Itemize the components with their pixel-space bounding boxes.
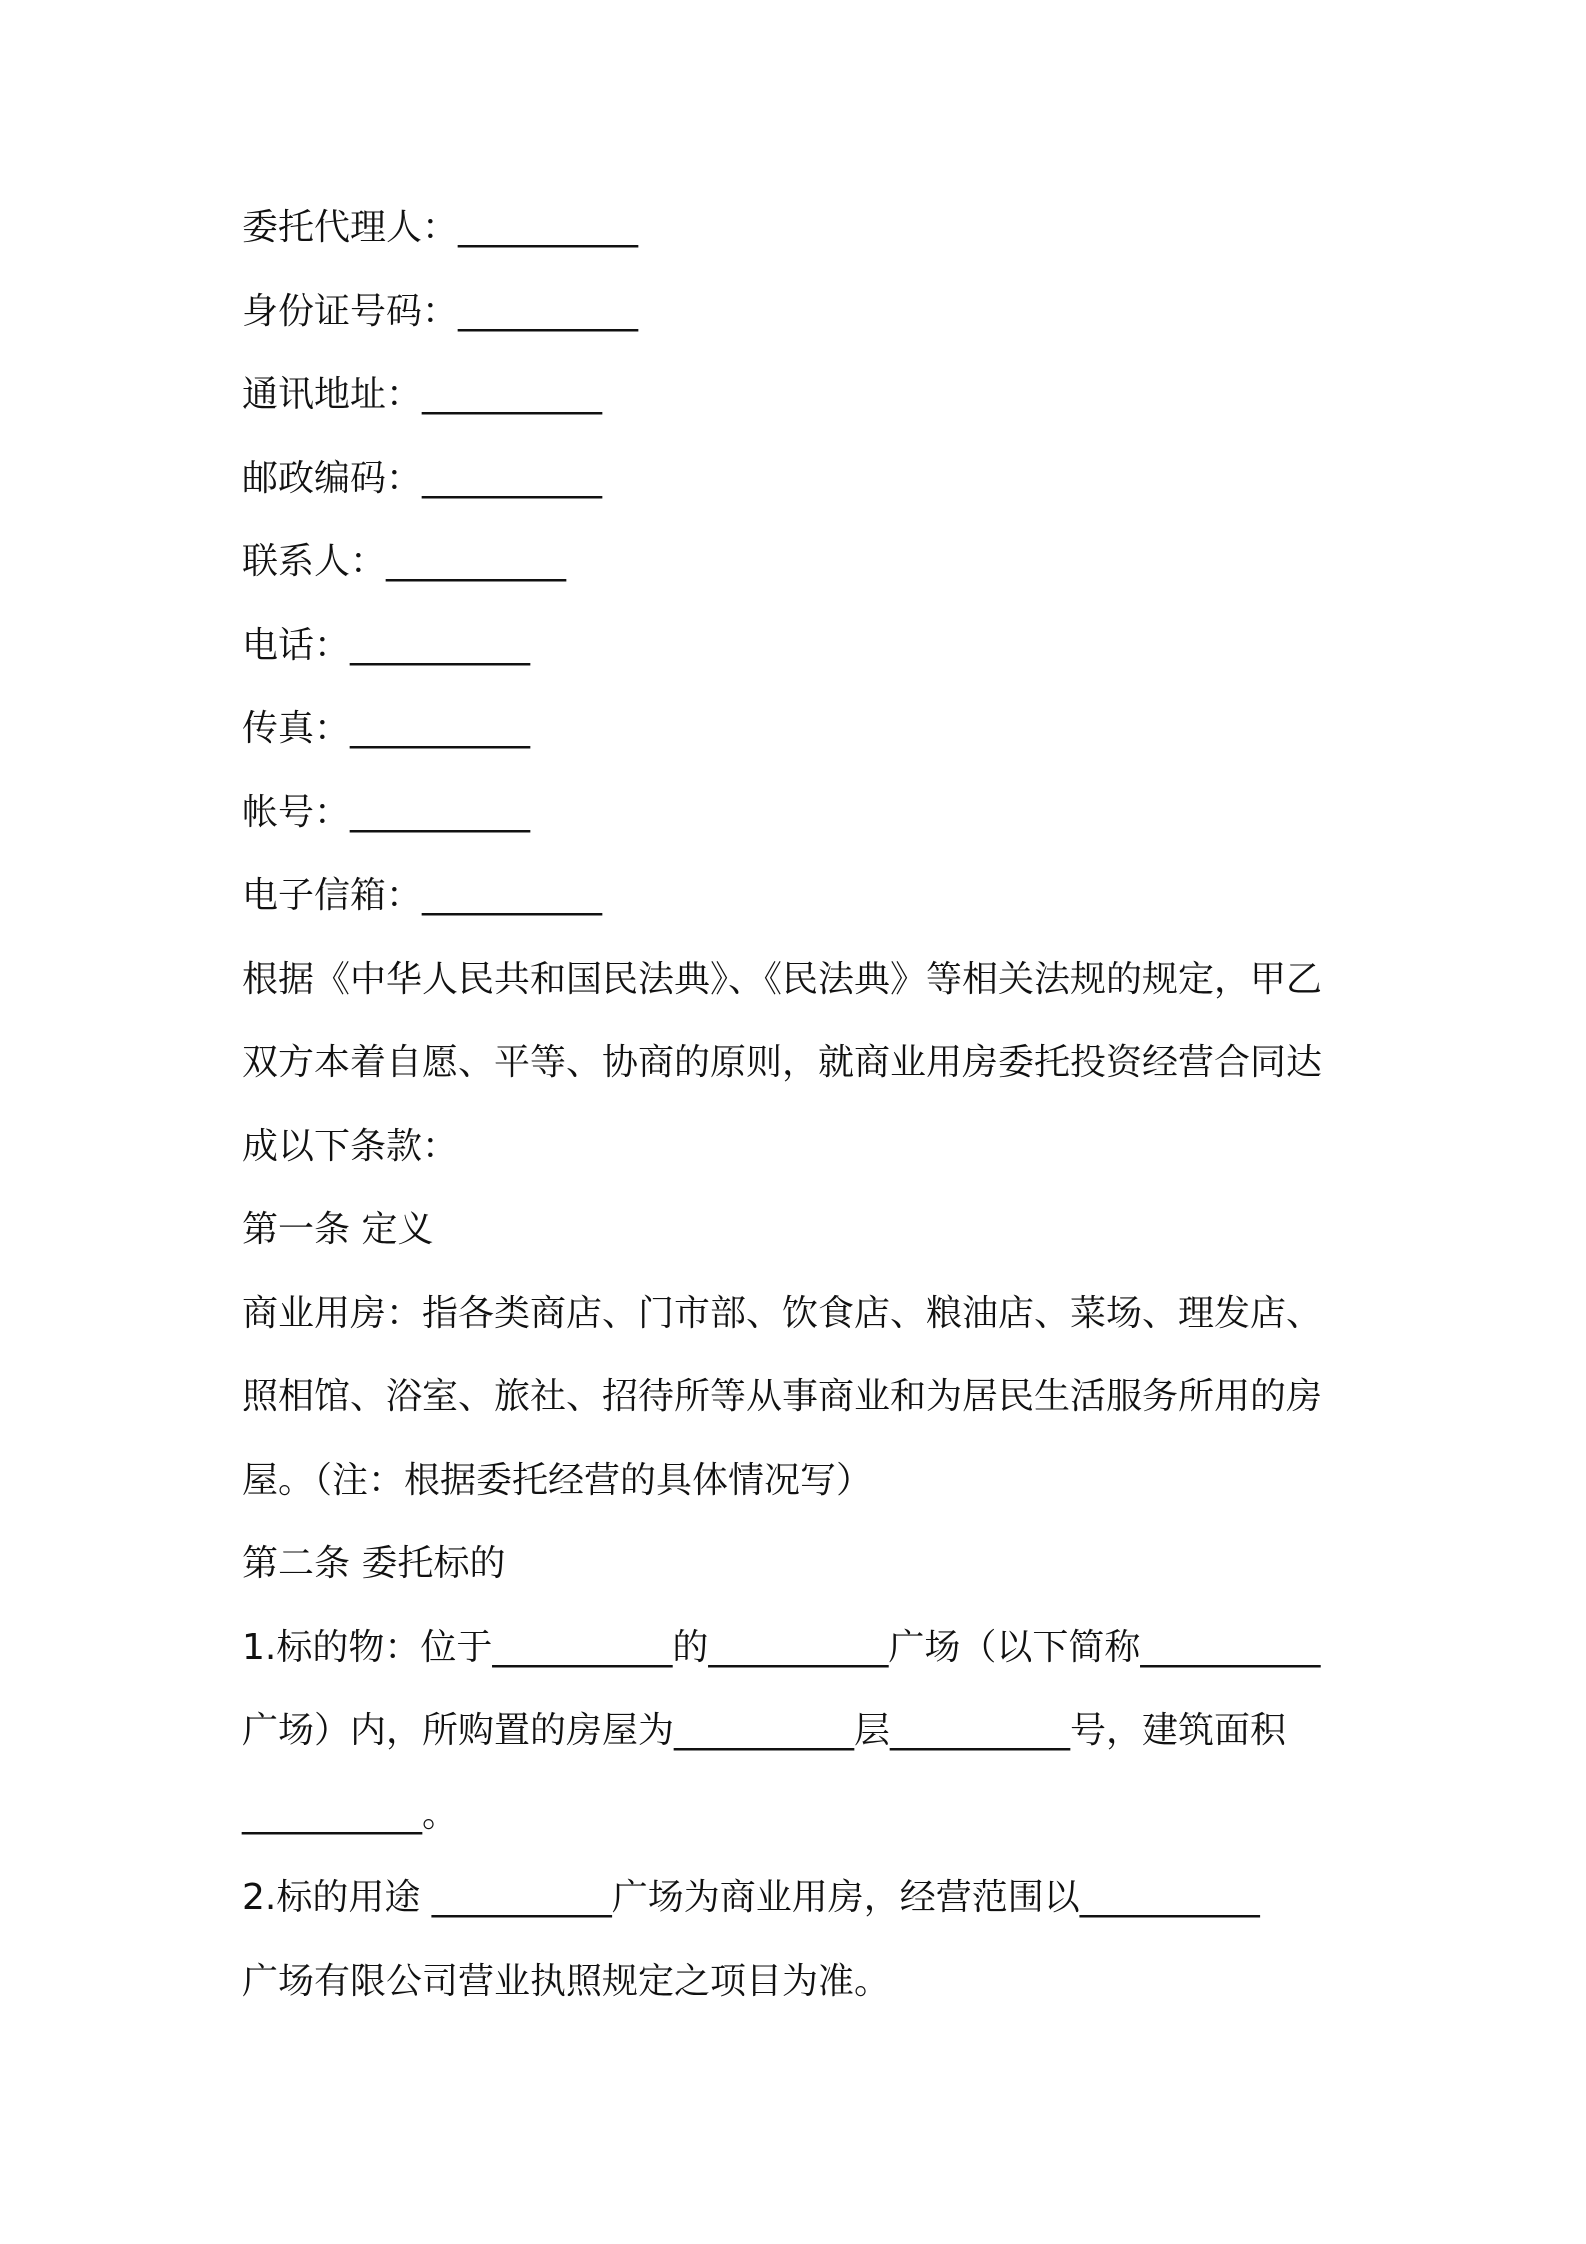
address-line: 通讯地址：__________ xyxy=(242,374,603,415)
subject-matter-line-2: 广场）内，所购置的房屋为__________层__________号，建筑面积 xyxy=(242,1710,1287,1751)
definition-line-3: 屋。（注：根据委托经营的具体情况写） xyxy=(242,1459,873,1501)
email-line: 电子信箱：__________ xyxy=(242,875,603,916)
preamble-line-2: 双方本着自愿、平等、协商的原则，就商业用房委托投资经营合同达 xyxy=(242,1042,1323,1083)
id-number-line: 身份证号码：__________ xyxy=(242,290,639,332)
usage-line-2: 广场有限公司营业执照规定之项目为准。 xyxy=(242,1960,891,2002)
definition-line-1: 商业用房：指各类商店、门市部、饮食店、粮油店、菜场、理发店、 xyxy=(242,1292,1323,1334)
phone-line: 电话：__________ xyxy=(242,624,531,666)
article-2-heading: 第二条 委托标的 xyxy=(242,1543,506,1584)
usage-line-1: 2.标的用途 __________广场为商业用房，经营范围以__________ xyxy=(242,1877,1260,1918)
preamble-line-1: 根据《中华人民共和国民法典》、《民法典》等相关法规的规定，甲乙 xyxy=(242,958,1323,1000)
article-1-heading: 第一条 定义 xyxy=(242,1209,434,1250)
subject-matter-line-3: __________。 xyxy=(242,1793,459,1835)
account-line: 帐号：__________ xyxy=(242,791,531,833)
document-body xyxy=(242,200,1352,2037)
definition-line-2: 照相馆、浴室、旅社、招待所等从事商业和为居民生活服务所用的房 xyxy=(242,1376,1323,1417)
contact-line: 联系人：__________ xyxy=(242,541,567,582)
fax-line: 传真：__________ xyxy=(242,708,531,749)
postal-code-line: 邮政编码：__________ xyxy=(242,457,603,499)
preamble-line-3: 成以下条款： xyxy=(242,1125,459,1167)
agent-line: 委托代理人：__________ xyxy=(242,207,639,248)
subject-matter-line-1: 1.标的物：位于__________的__________广场（以下简称__________ xyxy=(242,1626,1321,1668)
